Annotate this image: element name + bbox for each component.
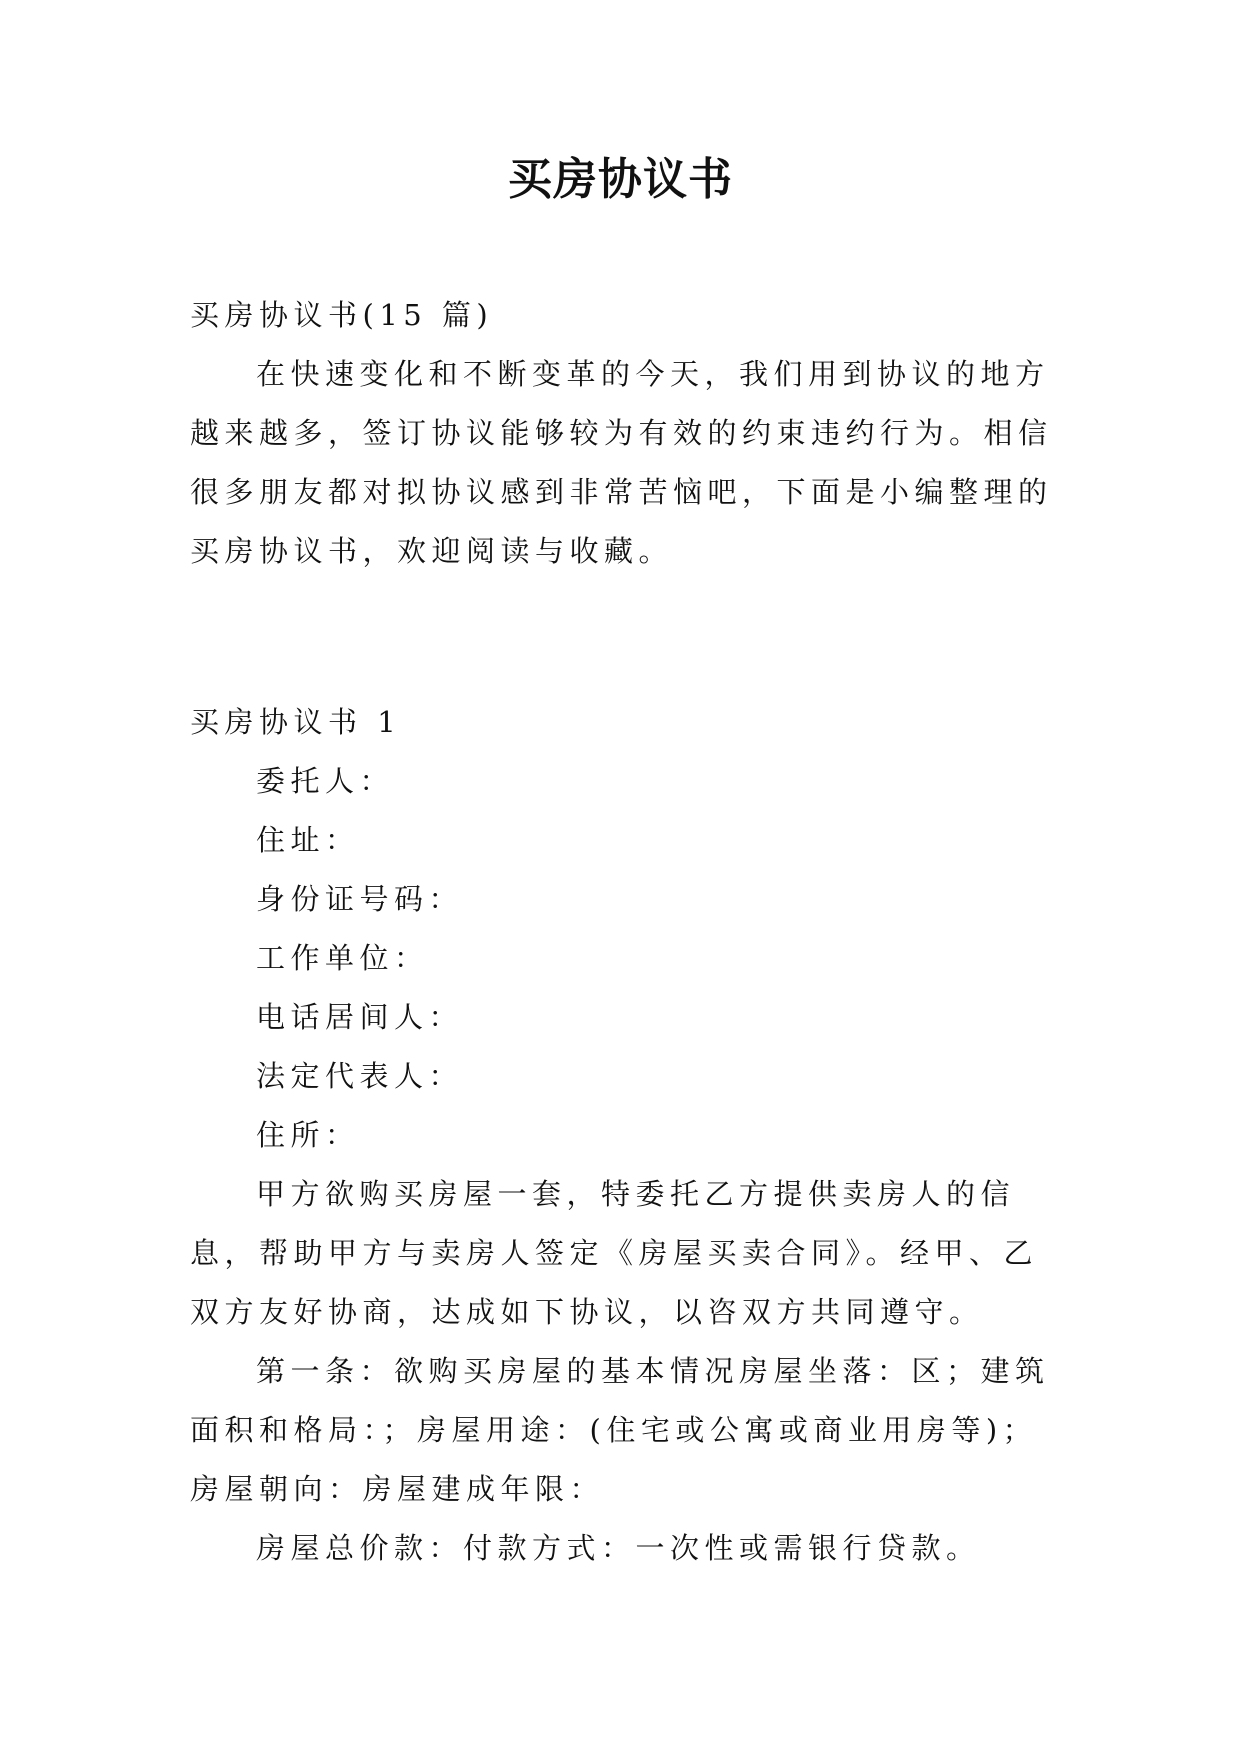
paragraph-article-1: 第一条：欲购买房屋的基本情况房屋坐落：区；建筑面积和格局：；房屋用途：(住宅或公寓或商业用房等)；房屋朝向：房屋建成年限： bbox=[190, 1354, 1050, 1506]
intro-paragraph: 在快速变化和不断变革的今天，我们用到协议的地方越来越多，签订协议能够较为有效的约束违约行为。相信很多朋友都对拟协议感到非常苦恼吧，下面是小编整理的买房协议书，欢迎阅读与收藏。 bbox=[190, 357, 1053, 568]
field-employer: 工作单位： bbox=[256, 941, 429, 975]
intro-block bbox=[190, 286, 1056, 581]
document-title: 买房协议书 bbox=[508, 154, 733, 205]
paragraph-payment: 房屋总价款：付款方式：一次性或需银行贷款。 bbox=[256, 1531, 981, 1565]
field-residence: 住所： bbox=[256, 1118, 360, 1152]
field-address: 住址： bbox=[256, 823, 360, 857]
field-legal-representative: 法定代表人： bbox=[256, 1059, 464, 1093]
field-phone-intermediary: 电话居间人： bbox=[256, 1000, 464, 1034]
section-1 bbox=[190, 693, 1056, 1578]
section-heading: 买房协议书 1 bbox=[190, 705, 402, 739]
field-id-number: 身份证号码： bbox=[256, 882, 464, 916]
paragraph-purpose: 甲方欲购买房屋一套，特委托乙方提供卖房人的信息，帮助甲方与卖房人签定《房屋买卖合同》。经甲、乙双方友好协商，达成如下协议，以咨双方共同遵守。 bbox=[190, 1177, 1039, 1329]
document-subtitle: 买房协议书(15 篇) bbox=[190, 298, 494, 332]
field-client: 委托人： bbox=[256, 764, 395, 798]
